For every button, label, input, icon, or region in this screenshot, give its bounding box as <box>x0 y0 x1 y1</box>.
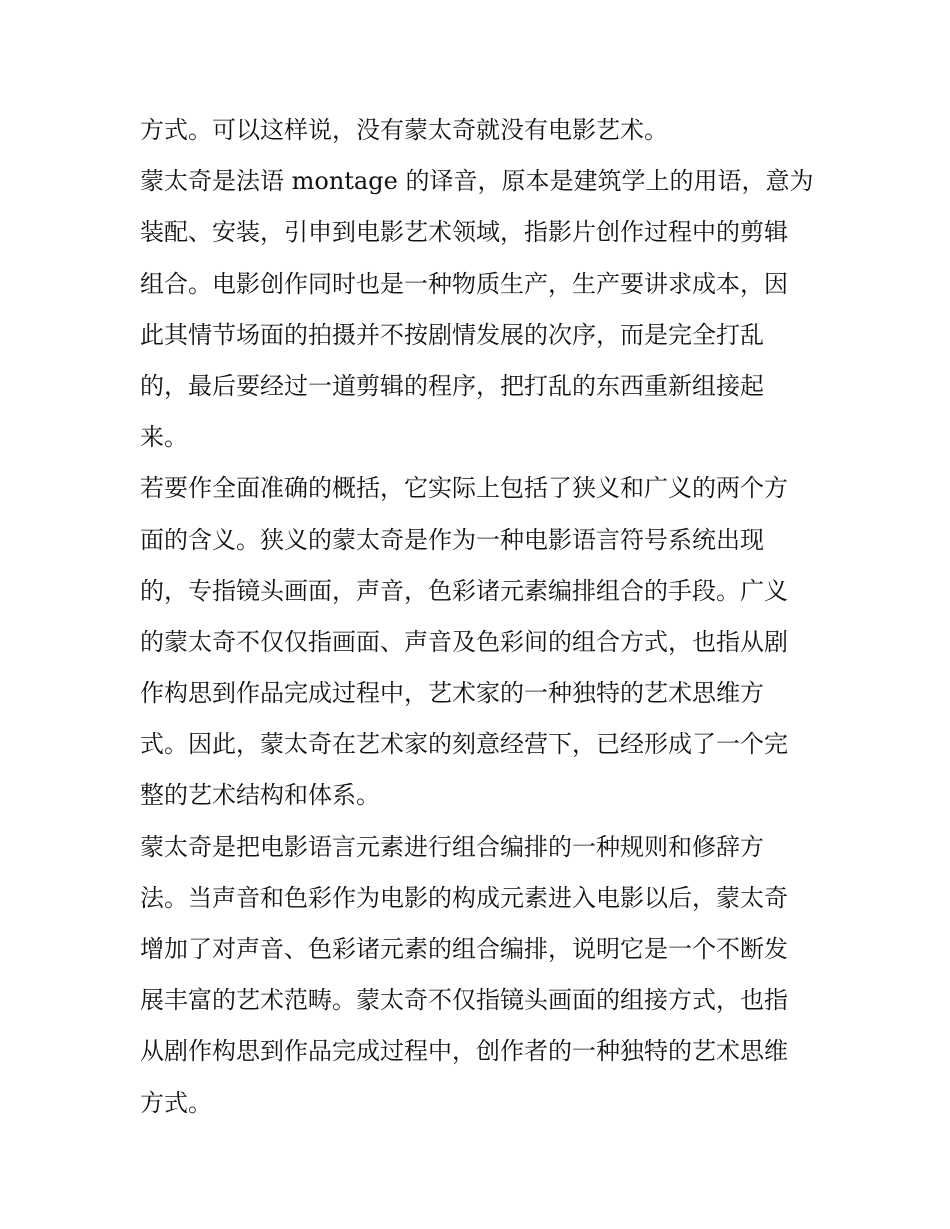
paragraph-4 <box>140 822 812 1129</box>
text-line: 装配、安装，引申到电影艺术领域，指影片创作过程中的剪辑 <box>140 218 788 247</box>
text-line: 展丰富的艺术范畴。蒙太奇不仅指镜头画面的组接方式，也指 <box>140 986 788 1015</box>
text-line: 作构思到作品完成过程中，艺术家的一种独特的艺术思维方 <box>140 679 764 708</box>
text-line: 的，专指镜头画面，声音，色彩诸元素编排组合的手段。广义 <box>140 576 788 605</box>
text-line: 此其情节场面的拍摄并不按剧情发展的次序，而是完全打乱 <box>140 320 764 349</box>
text-line: 若要作全面准确的概括，它实际上包括了狭义和广义的两个方 <box>140 474 788 503</box>
text-line: 方式。可以这样说，没有蒙太奇就没有电影艺术。 <box>140 116 668 144</box>
paragraph-3 <box>140 463 812 821</box>
paragraph-1 <box>140 105 812 156</box>
text-line: 来。 <box>140 423 188 452</box>
text-line: 从剧作构思到作品完成过程中，创作者的一种独特的艺术思维 <box>140 1037 788 1066</box>
body-text <box>140 105 812 1129</box>
text-line: 面的含义。狭义的蒙太奇是作为一种电影语言符号系统出现 <box>140 525 764 554</box>
text-line: 的，最后要经过一道剪辑的程序，把打乱的东西重新组接起 <box>140 371 764 400</box>
text-line: 增加了对声音、色彩诸元素的组合编排，说明它是一个不断发 <box>140 935 788 963</box>
text-line: 式。因此，蒙太奇在艺术家的刻意经营下，已经形成了一个完 <box>140 730 788 759</box>
paragraph-2 <box>140 156 812 463</box>
text-line: 组合。电影创作同时也是一种物质生产，生产要讲求成本，因 <box>140 269 788 298</box>
text-line: 整的艺术结构和体系。 <box>140 781 380 810</box>
text-line: 方式。 <box>140 1088 212 1117</box>
text-line: 的蒙太奇不仅仅指画面、声音及色彩间的组合方式，也指从剧 <box>140 627 788 656</box>
text-line: 蒙太奇是法语 montage 的译音，原本是建筑学上的用语，意为 <box>140 167 814 196</box>
text-line: 蒙太奇是把电影语言元素进行组合编排的一种规则和修辞方 <box>140 832 764 861</box>
text-line: 法。当声音和色彩作为电影的构成元素进入电影以后，蒙太奇 <box>140 883 788 912</box>
